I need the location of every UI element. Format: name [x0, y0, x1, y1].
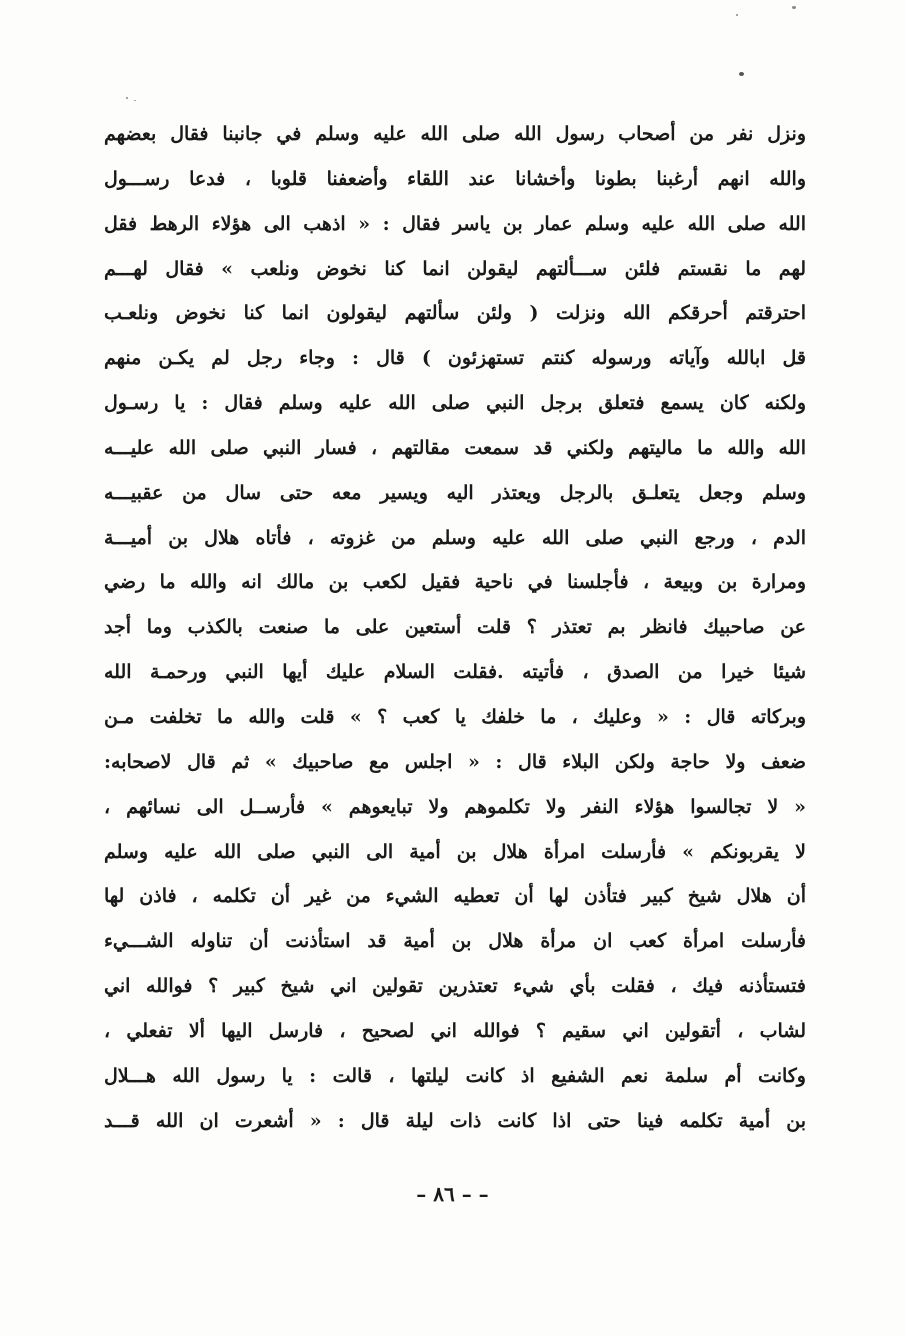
text-line: بن أمية تكلمه فينا حتى اذا كانت ذات ليلة قال : « أشعرت ان الله قـــد [104, 1109, 806, 1132]
text-line: الدم ، ورجع النبي صلى الله عليه وسلم من غزوته ، فأتاه هلال بن أميـــة [104, 526, 806, 549]
text-line: ضعف ولا حاجة ولكن البلاء قال : « اجلس مع صاحبيك » ثم قال لاصحابه: [104, 750, 806, 773]
text-line: ونزل نفر من أصحاب رسول الله صلى الله عليه وسلم في جانبنا فقال بعضهم [104, 123, 806, 145]
text-line: احترقتم أحرقكم الله ونزلت ( ولئن سألتهم ليقولون انما كنا نخوض ونلعـب [104, 302, 806, 325]
text-line: شيئا خيرا من الصدق ، فأتيته .فقلت السلام عليك أيها النبي ورحمـة الله [104, 661, 806, 684]
text-line: وبركاته قال : « وعليك ، ما خلفك يا كعب ؟ » قلت والله ما تخلفت مـن [104, 705, 806, 728]
scan-speck [126, 97, 128, 99]
scan-speck [736, 14, 738, 16]
text-line: فأرسلت امرأة كعب ان مرأة هلال بن أمية قد استأذنت أن تناوله الشـــيء [104, 930, 806, 953]
text-line: عن صاحبيك فانظر بم تعتذر ؟ قلت أستعين على ما صنعت بالكذب وما أجد [104, 616, 806, 639]
page-number: – – ٨٦ – [416, 1182, 489, 1206]
scan-speck [792, 6, 796, 9]
text-line: لهم ما نقستم فلئن ســـألتهم ليقولن انما كنا نخوض ونلعب » فقال لهـــم [104, 257, 806, 280]
text-line: وسلم وجعل يتعلـق بالرجل ويعتذر اليه ويسير معه حتى سال من عقبيـــه [104, 481, 806, 504]
text-line: الله صلى الله عليه وسلم عمار بن ياسر فقال : « اذهب الى هؤلاء الرهط فقل [104, 212, 806, 235]
text-line: والله انهم أرغبنا بطونا وأخشانا عند اللقاء وأضعفنا قلوبا ، فدعا رســـول [104, 167, 806, 190]
text-line: قل ابالله وآياته ورسوله كنتم تستهزئون ) قال : وجاء رجل لم يكـن منهم [104, 347, 806, 370]
text-line: ولكنه كان يسمع فتعلق برجل النبي صلى الله عليه وسلم فقال : يا رسـول [104, 392, 806, 415]
text-line: « لا تجالسوا هؤلاء النفر ولا تكلموهم ولا تبايعوهم » فأرســل الى نسائهم ، [104, 795, 806, 818]
text-line: فتستأذنه فيك ، فقلت بأي شيء تعتذرين تقولين اني شيخ كبير ؟ فوالله اني [104, 975, 806, 998]
text-line: أن هلال شيخ كبير فتأذن لها أن تعطيه الشيء من غير أن تكلمه ، فاذن لها [104, 885, 806, 908]
text-line: الله والله ما ماليتهم ولكني قد سمعت مقالتهم ، فسار النبي صلى الله عليـــه [104, 436, 806, 459]
text-line: وكانت أم سلمة نعم الشفيع اذ كانت ليلتها ، قالت : يا رسول الله هـــلال [104, 1064, 806, 1087]
scan-speck [739, 72, 744, 76]
scan-speck [134, 100, 136, 101]
body-text [104, 112, 806, 1143]
text-line: لشاب ، أتقولين اني سقيم ؟ فوالله اني لصحيح ، فارسل اليها ألا تفعلي ، [104, 1019, 806, 1042]
text-line: ومرارة بن وبيعة ، فأجلسنا في ناحية فقيل لكعب بن مالك انه والله ما رضي [104, 571, 806, 594]
text-line: لا يقربونكم » فأرسلت امرأة هلال بن أمية الى النبي صلى الله عليه وسلم [104, 840, 806, 863]
